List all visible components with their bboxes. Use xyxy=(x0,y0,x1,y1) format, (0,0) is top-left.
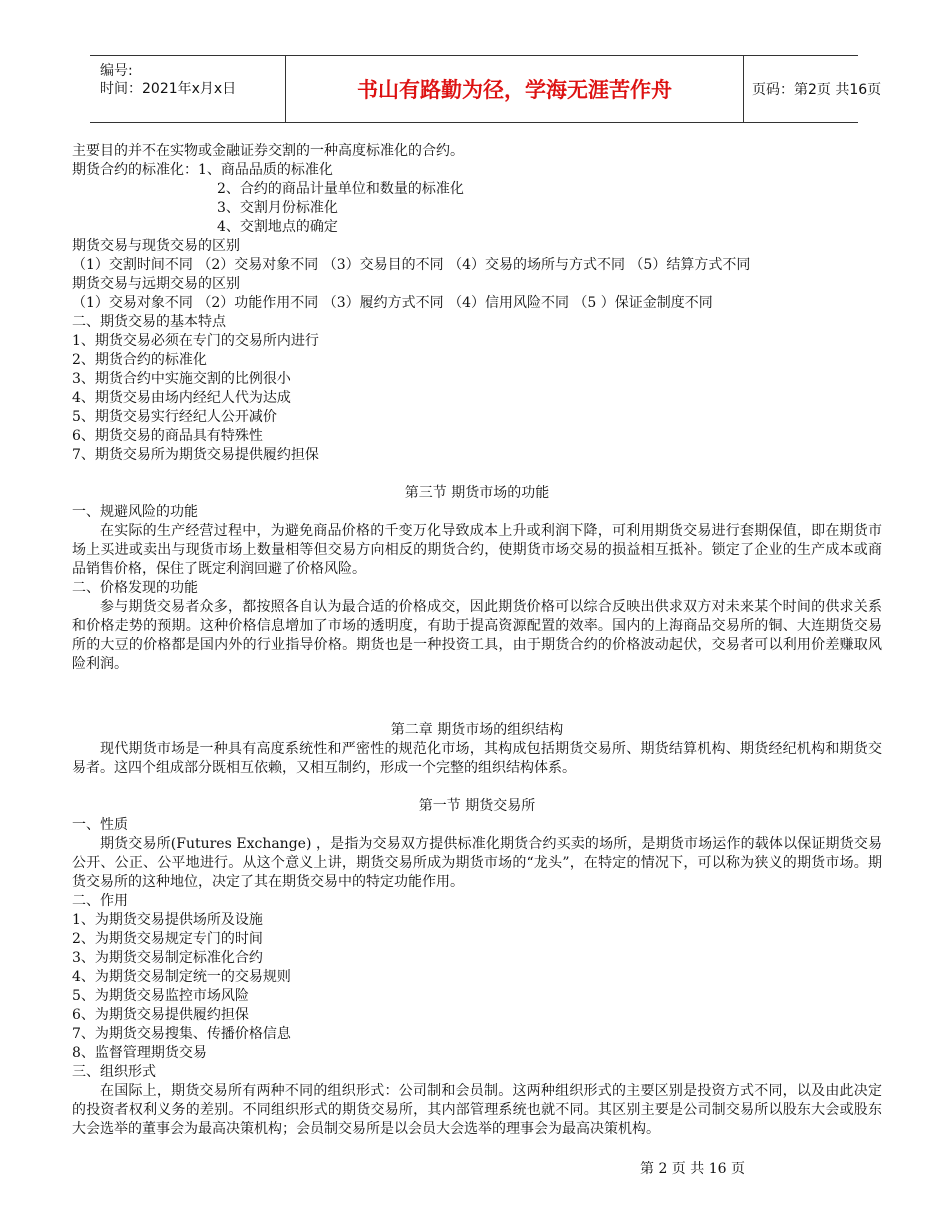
header-info xyxy=(90,56,285,122)
list-item: 6、期货交易的商品具有特殊性 xyxy=(72,428,263,444)
paragraph: 期货交易所(Futures Exchange) ，是指为交易双方提供标准化期货合约买卖的场所，是期货市场运作的载体以保证期货交易公开、公正、公平地进行。从这个意义上讲，期货交易所成为期货市场的“龙头”，在特定的情况下，可以称为狭义的期货市场。期货交易所的这种地位，决定了其在期货交易中的特定功能作用。 xyxy=(72,836,882,890)
header-motto: 书山有路勤为径，学海无涯苦作舟 xyxy=(285,56,744,122)
section-title: 第三节 期货市场的功能 xyxy=(404,485,550,501)
list-item: 1、期货交易必须在专门的交易所内进行 xyxy=(72,333,319,349)
list-item: 2、为期货交易规定专门的时间 xyxy=(72,931,263,947)
section-heading: 二、价格发现的功能 xyxy=(72,580,198,596)
paragraph: 在实际的生产经营过程中，为避免商品价格的千变万化导致成本上升或利润下降，可利用期货交易进行套期保值，即在期货市场上买进或卖出与现货市场上数量相等但交易方向相反的期货合约，使期货市场交易的损益相互抵补。锁定了企业的生产成本或商品销售价格，保住了既定利润回避了价格风险。 xyxy=(72,523,882,577)
text-line: （1）交割时间不同 （2）交易对象不同 （3）交易目的不同 （4）交易的场所与方式不同 （5）结算方式不同 xyxy=(72,257,751,273)
section-heading: 一、性质 xyxy=(72,817,128,833)
text-line: 2、合约的商品计量单位和数量的标准化 xyxy=(217,181,464,197)
list-item: 4、期货交易由场内经纪人代为达成 xyxy=(72,390,291,406)
text-line: 3、交割月份标准化 xyxy=(217,200,338,216)
document-body xyxy=(72,142,882,1139)
text-line: 主要目的并不在实物或金融证券交割的一种高度标准化的合约。 xyxy=(72,143,464,159)
header-date-label: 时间：2021年x月x日 xyxy=(100,81,237,97)
section-heading: 二、作用 xyxy=(72,893,128,909)
paragraph: 参与期货交易者众多，都按照各自认为最合适的价格成交，因此期货价格可以综合反映出供求双方对未来某个时间的供求关系和价格走势的预期。这种价格信息增加了市场的透明度，有助于提高资源配置的效率。国内的上海商品交易所的铜、大连期货交易所的大豆的价格都是国内外的行业指导价格。期货也是一种投资工具，由于期货合约的价格波动起伏，交易者可以利用价差赚取风险利润。 xyxy=(72,599,882,672)
list-item: 4、为期货交易制定统一的交易规则 xyxy=(72,969,291,985)
chapter-title: 第二章 期货市场的组织结构 xyxy=(390,722,564,738)
section-heading: 一、规避风险的功能 xyxy=(72,504,198,520)
page-footer: 第 2 页 共 16 页 xyxy=(640,1161,745,1177)
list-item: 2、期货合约的标准化 xyxy=(72,352,207,368)
list-item: 7、期货交易所为期货交易提供履约担保 xyxy=(72,447,319,463)
header-number-label: 编号: xyxy=(100,63,133,79)
list-item: 3、期货合约中实施交割的比例很小 xyxy=(72,371,291,387)
section-title: 第一节 期货交易所 xyxy=(418,798,536,814)
section-heading: 二、期货交易的基本特点 xyxy=(72,314,226,330)
section-heading: 三、组织形式 xyxy=(72,1064,156,1080)
text-line: 期货交易与远期交易的区别 xyxy=(72,276,240,292)
header-page-label: 页码：第2页 共16页 xyxy=(752,82,882,98)
list-item: 1、为期货交易提供场所及设施 xyxy=(72,912,263,928)
text-line: （1）交易对象不同 （2）功能作用不同 （3）履约方式不同 （4）信用风险不同 （5 ）保证金制度不同 xyxy=(72,295,713,311)
list-item: 3、为期货交易制定标准化合约 xyxy=(72,950,263,966)
paragraph: 在国际上，期货交易所有两种不同的组织形式：公司制和会员制。这两种组织形式的主要区别是投资方式不同，以及由此决定的投资者权利义务的差别。不同组织形式的期货交易所，其内部管理系统也就不同。其区别主要是公司制交易所以股东大会或股东大会选举的董事会为最高决策机构；会员制交易所是以会员大会选举的理事会为最高决策机构。 xyxy=(72,1083,882,1137)
list-item: 8、监督管理期货交易 xyxy=(72,1045,207,1061)
text-line: 4、交割地点的确定 xyxy=(217,219,338,235)
paragraph: 现代期货市场是一种具有高度系统性和严密性的规范化市场，其构成包括期货交易所、期货结算机构、期货经纪机构和期货交易者。这四个组成部分既相互依赖，又相互制约，形成一个完整的组织结构体系。 xyxy=(72,741,882,776)
list-item: 6、为期货交易提供履约担保 xyxy=(72,1007,249,1023)
text-line: 期货合约的标准化：1、商品品质的标准化 xyxy=(72,162,333,178)
text-line: 期货交易与现货交易的区别 xyxy=(72,238,240,254)
page-header xyxy=(90,55,882,123)
list-item: 5、为期货交易监控市场风险 xyxy=(72,988,249,1004)
list-item: 7、为期货交易搜集、传播价格信息 xyxy=(72,1026,291,1042)
list-item: 5、期货交易实行经纪人公开减价 xyxy=(72,409,277,425)
